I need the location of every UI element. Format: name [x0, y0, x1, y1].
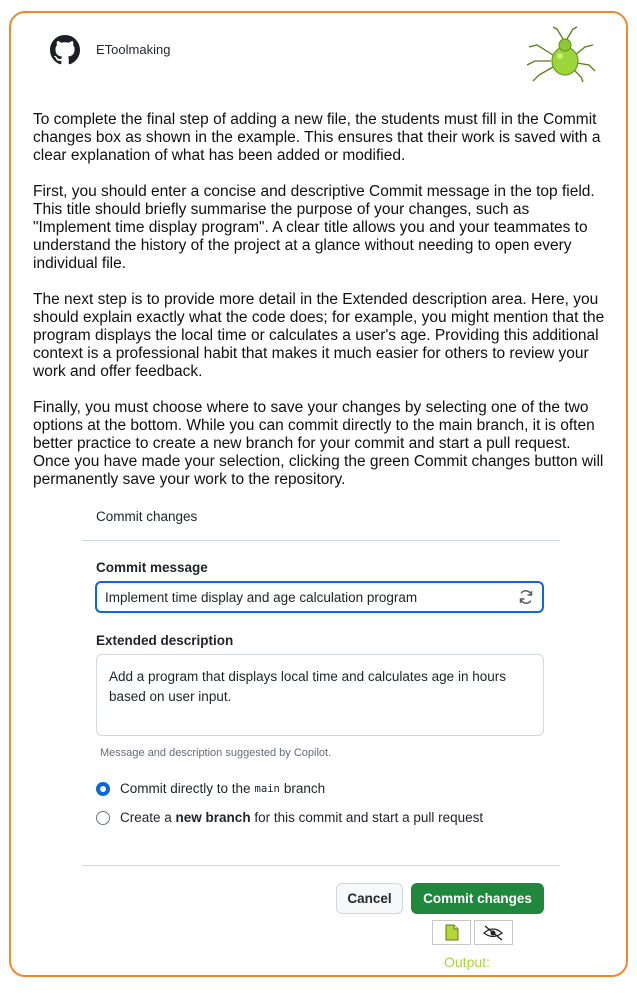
- brand-name: EToolmaking: [96, 42, 171, 57]
- option-label: branch: [283, 781, 326, 796]
- output-label: Output:: [444, 954, 490, 970]
- hide-output-button[interactable]: [474, 920, 513, 945]
- radio-unselected[interactable]: [96, 811, 110, 825]
- option-label: Commit directly to the: [120, 781, 251, 796]
- commit-changes-button[interactable]: Commit changes: [411, 883, 544, 914]
- paragraph: To complete the final step of adding a new file, the students must fill in the Commit changes box as shown in the example. This ensures that their work is saved with a clear explanation of what has been added or modified.: [33, 111, 601, 164]
- article-text: [33, 111, 608, 507]
- extended-description-value: Add a program that displays local time and calculates age in hours based on user input.: [109, 669, 506, 704]
- paragraph: Finally, you must choose where to save your changes by selecting one of the two options at the bottom. While you can commit directly to the main branch, it is often better practice to create a new branch for your commit and start a pull request. Once you have made your selection, clicking the green Commit changes button will permanently save your work to the repository.: [33, 399, 604, 488]
- divider: [82, 865, 560, 866]
- branch-code: main: [254, 782, 280, 795]
- github-logo-icon: [50, 35, 80, 65]
- commit-message-value: Implement time display and age calculation program: [105, 590, 418, 605]
- dialog-title: Commit changes: [96, 509, 198, 524]
- document-icon: [433, 921, 470, 944]
- radio-selected[interactable]: [96, 782, 110, 796]
- paragraph: The next step is to provide more detail in the Extended description area. Here, you should explain exactly what the code does; for example, you might mention that the program displays the local time or calculates a user's age. Providing this additional context is a professional habit that makes it much easier for others to review your work and offer feedback.: [33, 291, 605, 380]
- paragraph: First, you should enter a concise and descriptive Commit message in the top field. This title should briefly summarise the purpose of your changes, such as "Implement time display program". A clear title allows you and your teammates to understand the history of the project at a glance without needing to open every individual file.: [33, 183, 595, 272]
- extended-description-label: Extended description: [96, 633, 234, 648]
- option-label: Create a: [120, 810, 172, 825]
- extended-description-field[interactable]: [96, 654, 544, 736]
- commit-direct-option[interactable]: [96, 781, 325, 796]
- refresh-icon[interactable]: [518, 589, 534, 605]
- cancel-button[interactable]: Cancel: [336, 883, 403, 914]
- option-label: for this commit and start a pull request: [254, 810, 484, 825]
- commit-message-input[interactable]: [95, 581, 544, 613]
- copilot-hint: Message and description suggested by Copilot.: [100, 747, 332, 759]
- new-branch-option[interactable]: [96, 810, 483, 825]
- document-button[interactable]: [432, 920, 471, 945]
- option-bold-label: new branch: [175, 810, 251, 825]
- green-bug-icon: [523, 25, 597, 83]
- commit-message-label: Commit message: [96, 560, 208, 575]
- hidden-eye-icon: [475, 921, 512, 944]
- divider: [82, 540, 560, 541]
